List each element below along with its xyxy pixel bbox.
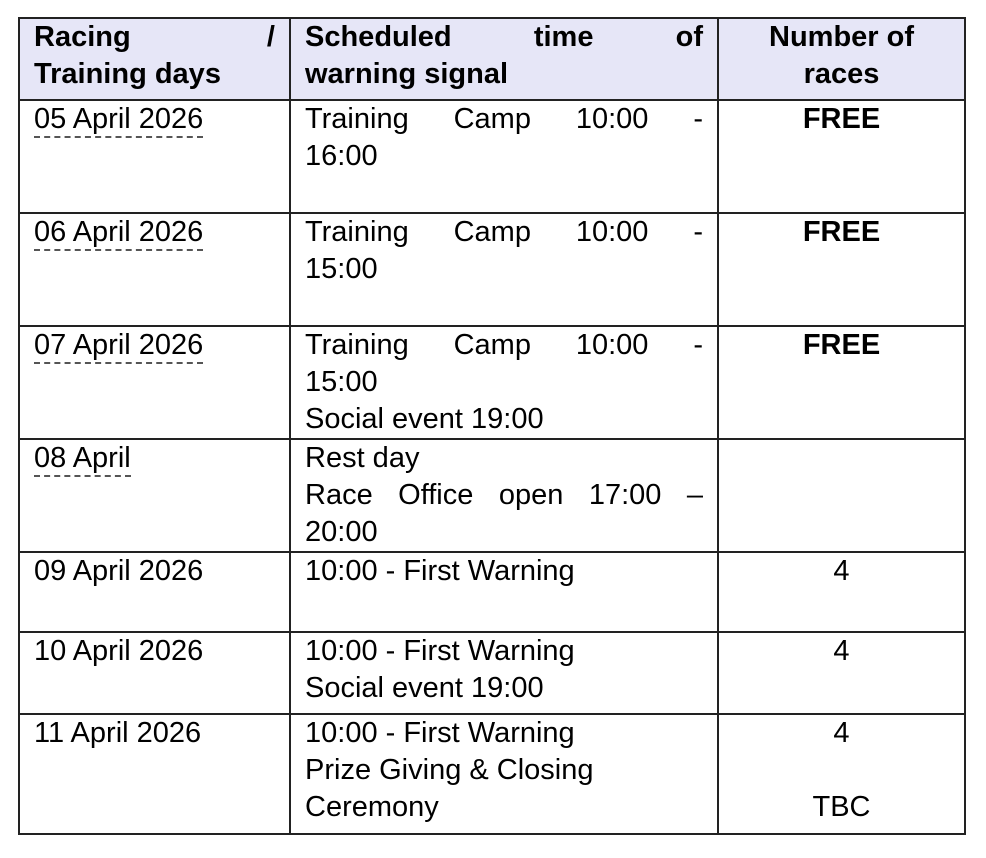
races-cell: [718, 632, 965, 714]
table-row: [19, 632, 965, 714]
schedule-line: Social event 19:00: [305, 672, 544, 704]
races-value: FREE: [802, 329, 881, 361]
races-extra-value: TBC: [812, 791, 871, 823]
header-col1-line2: Training days: [34, 58, 221, 90]
table-row: [19, 213, 965, 326]
schedule-line: Training Camp 10:00 -: [305, 329, 703, 361]
date-text[interactable]: 06 April 2026: [34, 216, 203, 251]
schedule-line: 10:00 - First Warning: [305, 717, 575, 749]
schedule-line: 16:00: [305, 140, 378, 172]
date-cell: [19, 100, 290, 213]
date-text[interactable]: 07 April 2026: [34, 329, 203, 364]
date-text[interactable]: 05 April 2026: [34, 103, 203, 138]
header-col3-line1: Number of: [769, 21, 914, 53]
races-cell: [718, 326, 965, 439]
header-racing-training-days: [19, 18, 290, 100]
schedule-line: Race Office open 17:00 –: [305, 479, 703, 511]
schedule-line: Training Camp 10:00 -: [305, 216, 703, 248]
schedule-cell: [290, 100, 718, 213]
schedule-line: Training Camp 10:00 -: [305, 103, 703, 135]
races-cell: [718, 552, 965, 632]
races-cell: [718, 714, 965, 834]
date-cell: [19, 552, 290, 632]
schedule-line: 15:00: [305, 366, 378, 398]
races-value: FREE: [802, 103, 881, 135]
schedule-line: 10:00 - First Warning: [305, 555, 575, 587]
date-text: 10 April 2026: [34, 635, 204, 667]
date-text: 11 April 2026: [34, 717, 202, 749]
races-cell: [718, 213, 965, 326]
date-text[interactable]: 08 April: [34, 442, 131, 477]
schedule-line: Ceremony: [305, 791, 439, 823]
schedule-line: Rest day: [305, 442, 420, 474]
schedule-cell: [290, 326, 718, 439]
date-cell: [19, 439, 290, 552]
races-value: 4: [833, 717, 850, 749]
table-row: [19, 326, 965, 439]
schedule-line: Social event 19:00: [305, 403, 544, 435]
races-cell: [718, 439, 965, 552]
schedule-cell: [290, 632, 718, 714]
schedule-line: 15:00: [305, 253, 378, 285]
schedule-table: [18, 17, 966, 835]
header-number-of-races: [718, 18, 965, 100]
table-row: [19, 714, 965, 834]
header-col2-line2: warning signal: [305, 58, 509, 90]
table-row: [19, 439, 965, 552]
date-cell: [19, 714, 290, 834]
races-cell: [718, 100, 965, 213]
date-cell: [19, 213, 290, 326]
table-row: [19, 100, 965, 213]
date-cell: [19, 632, 290, 714]
races-value: 4: [833, 635, 850, 667]
header-col3-line2: races: [803, 58, 880, 90]
schedule-cell: [290, 714, 718, 834]
schedule-cell: [290, 213, 718, 326]
header-col2-line1: Scheduled time of: [305, 21, 703, 53]
schedule-line: 20:00: [305, 516, 378, 548]
races-spacer: [729, 752, 954, 789]
races-value: 4: [833, 555, 850, 587]
table-row: [19, 552, 965, 632]
header-scheduled-time: [290, 18, 718, 100]
schedule-cell: [290, 439, 718, 552]
header-col1-line1: Racing /: [34, 21, 275, 53]
date-cell: [19, 326, 290, 439]
schedule-cell: [290, 552, 718, 632]
schedule-line: 10:00 - First Warning: [305, 635, 575, 667]
date-text: 09 April 2026: [34, 555, 204, 587]
header-row: [19, 18, 965, 100]
schedule-line: Prize Giving & Closing: [305, 754, 594, 786]
races-value: FREE: [802, 216, 881, 248]
